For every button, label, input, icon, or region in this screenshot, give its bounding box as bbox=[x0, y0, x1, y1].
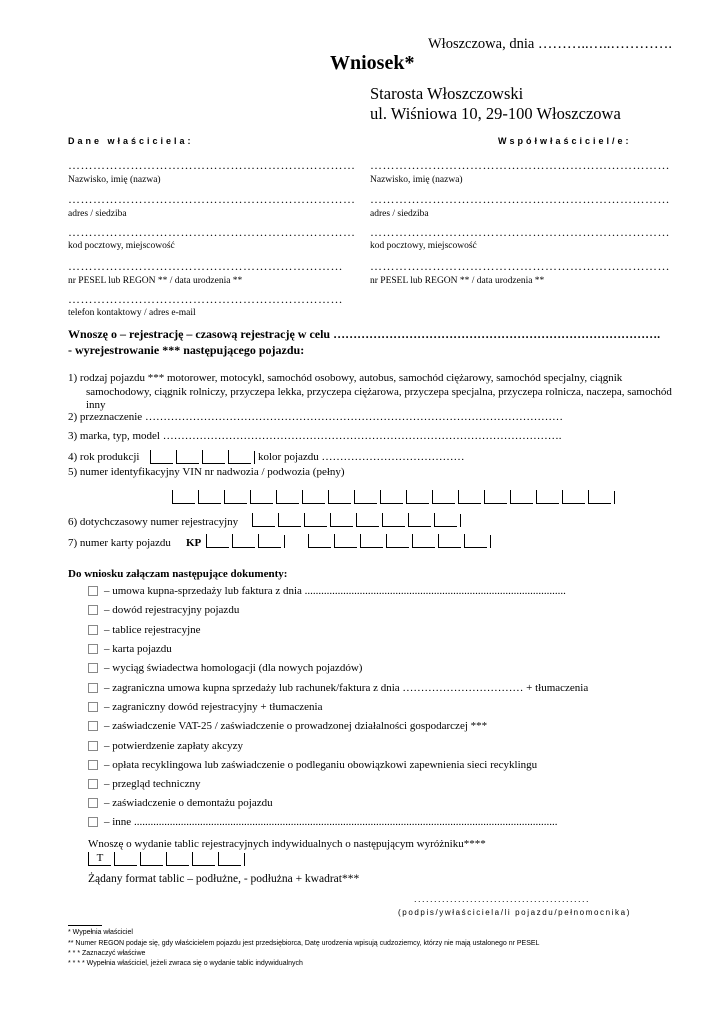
owner-heading: Dane właściciela: bbox=[68, 136, 194, 146]
doc-item-registration-certificate[interactable]: – dowód rejestracyjny pojazdu bbox=[88, 604, 239, 616]
owner-contact-label: telefon kontaktowy / adres e-mail bbox=[68, 308, 196, 318]
doc-item-other[interactable]: – inne .......................................................................................................................................................... bbox=[88, 816, 557, 828]
vehicle-card-prefix: KP bbox=[186, 537, 202, 549]
coowner-postal-label: kod pocztowy, miejscowość bbox=[370, 241, 477, 251]
checkbox[interactable] bbox=[88, 702, 98, 712]
checkbox[interactable] bbox=[88, 817, 98, 827]
checkbox[interactable] bbox=[88, 683, 98, 693]
footnote-3: * * * Zaznaczyć właściwe bbox=[68, 950, 146, 957]
doc-item-license-plates[interactable]: – tablice rejestracyjne bbox=[88, 624, 201, 636]
footnote-1: * Wypełnia właściciel bbox=[68, 929, 133, 936]
addressee-line1: Starosta Włoszczowski bbox=[370, 84, 524, 103]
plate-format-line: Żądany format tablic – podłużne, - podłużna + kwadrat*** bbox=[88, 873, 360, 885]
owner-address-label: adres / siedziba bbox=[68, 209, 127, 219]
doc-item-homologation[interactable]: – wyciąg świadectwa homologacji (dla nowych pojazdów) bbox=[88, 662, 362, 674]
checkbox[interactable] bbox=[88, 644, 98, 654]
coowner-pesel-label: nr PESEL lub REGON ** / data urodzenia ** bbox=[370, 276, 545, 286]
vehicle-card-label: 7) numer karty pojazdu bbox=[68, 537, 171, 549]
footnote-4: * * * * Wypełnia właściciel, jeżeli zwraca się o wydanie tablic indywidualnych bbox=[68, 960, 303, 967]
owner-address-field[interactable]: …………………………………………………………… bbox=[68, 192, 356, 206]
place-date: Włoszczowa, dnia ………..…..…………. bbox=[428, 36, 673, 52]
doc-item-recycling-fee[interactable]: – opłata recyklingowa lub zaświadczenie o podleganiu obowiązkowi zapewnienia sieci recyklingu bbox=[88, 759, 537, 771]
vehicle-type-line3: inny bbox=[86, 399, 106, 411]
signature-field[interactable]: ............................................ bbox=[414, 894, 591, 904]
previous-registration-label: 6) dotychczasowy numer rejestracyjny bbox=[68, 516, 239, 528]
plate-first-char: T bbox=[88, 852, 111, 866]
signature-label: (podpis/ywłaściciela/li pojazdu/pełnomocnika) bbox=[398, 908, 631, 917]
owner-postal-label: kod pocztowy, miejscowość bbox=[68, 241, 175, 251]
individual-plates-request: Wnoszę o wydanie tablic rejestracyjnych indywidualnych o następującym wyróżniku**** bbox=[88, 838, 486, 850]
coowner-address-label: adres / siedziba bbox=[370, 209, 429, 219]
owner-pesel-label: nr PESEL lub REGON ** / data urodzenia ** bbox=[68, 276, 243, 286]
footnote-divider bbox=[68, 925, 102, 926]
coowner-address-field[interactable]: ……………………………………………………………… bbox=[370, 192, 670, 206]
checkbox[interactable] bbox=[88, 741, 98, 751]
checkbox[interactable] bbox=[88, 586, 98, 596]
checkbox[interactable] bbox=[88, 721, 98, 731]
footnote-2: ** Numer REGON podaje się, gdy właścicielem pojazdu jest przedsiębiorca, Datę urodzenia wpisują cudzoziemcy, którzy nie mają ustalonego nr PESEL bbox=[68, 940, 540, 947]
owner-postal-field[interactable]: …………………………………………………………… bbox=[68, 225, 356, 239]
doc-item-foreign-invoice[interactable]: – zagraniczna umowa kupna sprzedaży lub rachunek/faktura z dnia …………………………… + tłumaczenia bbox=[88, 682, 588, 694]
production-year-boxes[interactable] bbox=[150, 450, 256, 464]
coowner-name-label: Nazwisko, imię (nazwa) bbox=[370, 175, 463, 185]
plate-marker-boxes[interactable] bbox=[88, 852, 246, 866]
vehicle-card-number-boxes[interactable] bbox=[308, 534, 492, 548]
coowner-pesel-field[interactable]: ……………………………………………………………… bbox=[370, 259, 670, 273]
doc-item-purchase-agreement[interactable]: – umowa kupna-sprzedaży lub faktura z dnia ............................................................................................... bbox=[88, 585, 566, 597]
owner-name-field[interactable]: …………………………………………………………… bbox=[68, 158, 356, 172]
vehicle-type-line1: 1) rodzaj pojazdu *** motorower, motocykl, samochód osobowy, autobus, samochód ciężarowy, samochód specjalny, ciągnik bbox=[68, 372, 623, 384]
previous-registration-boxes[interactable] bbox=[252, 513, 462, 527]
owner-contact-field[interactable]: ………………………………………………………… bbox=[68, 292, 343, 306]
request-type-line: Wnoszę o – rejestrację – czasową rejestrację w celu ………………………………………………………………………. bbox=[68, 327, 661, 341]
checkbox[interactable] bbox=[88, 625, 98, 635]
checkbox[interactable] bbox=[88, 798, 98, 808]
doc-item-foreign-registration[interactable]: – zagraniczny dowód rejestracyjny + tłumaczenia bbox=[88, 701, 322, 713]
checkbox[interactable] bbox=[88, 760, 98, 770]
make-model-line: 3) marka, typ, model ………………………………………………………………………………………………. bbox=[68, 430, 562, 442]
vin-boxes[interactable] bbox=[172, 490, 616, 504]
coowner-name-field[interactable]: ……………………………………………………………… bbox=[370, 158, 670, 172]
vin-label: 5) numer identyfikacyjny VIN nr nadwozia / podwozia (pełny) bbox=[68, 466, 345, 478]
doc-item-dismantling-certificate[interactable]: – zaświadczenie o demontażu pojazdu bbox=[88, 797, 273, 809]
document-title: Wniosek* bbox=[330, 52, 415, 74]
checkbox[interactable] bbox=[88, 779, 98, 789]
checkbox[interactable] bbox=[88, 605, 98, 615]
coowner-postal-field[interactable]: ……………………………………………………………… bbox=[370, 225, 670, 239]
doc-item-technical-inspection[interactable]: – przegląd techniczny bbox=[88, 778, 201, 790]
production-year-label: 4) rok produkcji bbox=[68, 451, 140, 463]
addressee-line2: ul. Wiśniowa 10, 29-100 Włoszczowa bbox=[370, 104, 621, 123]
purpose-line: 2) przeznaczenie …………………………………………………………………………………………………… bbox=[68, 411, 563, 423]
checkbox[interactable] bbox=[88, 663, 98, 673]
coowner-heading: Współwłaściciel/e: bbox=[498, 136, 632, 146]
doc-item-excise-payment[interactable]: – potwierdzenie zapłaty akcyzy bbox=[88, 740, 243, 752]
vehicle-color-field[interactable]: kolor pojazdu ………………………………… bbox=[258, 451, 465, 463]
request-deregistration-line: - wyrejestrowanie *** następującego pojazdu: bbox=[68, 343, 305, 357]
doc-item-vat25[interactable]: – zaświadczenie VAT-25 / zaświadczenie o prowadzonej działalności gospodarczej *** bbox=[88, 720, 487, 732]
vehicle-type-line2: samochodowy, ciągnik rolniczy, przyczepa lekka, przyczepa ciężarowa, przyczepa specjalna, przyczepa rolnicza, naczepa, samochód bbox=[86, 386, 672, 398]
owner-pesel-field[interactable]: ………………………………………………………… bbox=[68, 259, 343, 273]
owner-name-label: Nazwisko, imię (nazwa) bbox=[68, 175, 161, 185]
vehicle-card-series-boxes[interactable] bbox=[206, 534, 286, 548]
doc-item-vehicle-card[interactable]: – karta pojazdu bbox=[88, 643, 172, 655]
documents-heading: Do wniosku załączam następujące dokumenty: bbox=[68, 568, 288, 580]
